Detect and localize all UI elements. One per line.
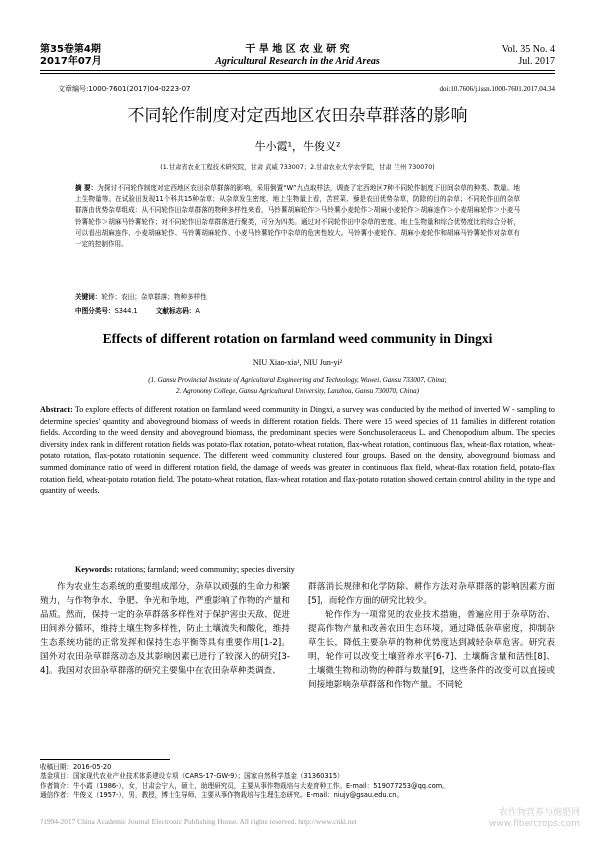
abstract-cn-label: 摘 要：	[75, 184, 98, 192]
copyright-line: ?1994-2017 China Academic Journal Electronic Publishing House. All rights reserved. http://www.cnki.net	[40, 817, 357, 826]
clc-label: 中图分类号：	[75, 307, 115, 315]
clc-value: S344.1	[114, 307, 138, 315]
footnote	[40, 763, 555, 801]
affiliation-en-1: (1. Gansu Provincial Institute of Agricultural Engineering and Technology, Wuwei, Gansu 733007, China;	[148, 376, 447, 384]
classification-cn	[75, 306, 520, 317]
received-date: 收稿日期：2016-05-20	[40, 763, 112, 771]
keywords-en	[75, 564, 555, 575]
keywords-cn	[75, 292, 520, 303]
affiliations-cn: (1.甘肃省农业工程技术研究院，甘肃 武威 733007；2.甘肃农业大学农学院，甘肃 兰州 730070)	[160, 164, 435, 171]
affiliations-en	[60, 375, 535, 396]
date-en: Jul. 2017	[518, 56, 555, 67]
doc-code-label: 文献标志码：	[155, 307, 196, 315]
page-title-cn: 不同轮作制度对定西地区农田杂草群落的影响	[127, 106, 468, 126]
abstract-cn-text: 为探讨不同轮作制度对定西地区农田杂草群落的影响，采用倒置“W”九点取样法，调查了定西地区7种不同轮作制度下田间杂草的种类、数量、地上生物量等。在试验田发现11个科共15种杂草；从杂草发生密度、地上生物量上看，苦苣菜、藜是农田优势杂草，防除的目的杂草；不同轮作田的杂草群落由优势杂草组成：从不同轮作田杂草群落的物种多样性来看，马铃薯胡麻轮作＞马铃薯小麦轮作＞胡麻小麦轮作＞胡麻连作＞小麦胡麻轮作＞小麦马铃薯轮作＞胡麻马铃薯轮作；对不同轮作田杂草群落进行聚类，可分为四类。通过对不同轮作田中杂草的密度、地上生物量和综合优势度比的综合分析，可以看出胡麻连作、小麦胡麻轮作、马铃薯胡麻轮作、小麦马铃薯轮作中杂草的危害性较大。马铃薯小麦轮作、胡麻小麦轮作和胡麻马铃薯轮作对杂草有一定的控制作用。	[75, 184, 521, 249]
watermark: 农作物营养与施肥网 www.fibercrops.com	[489, 808, 580, 829]
corresponding-author: 通信作者：牛俊义（1957-），男，教授，博士生导师，主要从事作物栽培与生理生态研究。E-mail：niujy@gsau.edu.cn。	[40, 791, 404, 800]
keywords-cn-label: 关键词：	[75, 293, 102, 301]
affiliation-en-2: 2. Agronomy College, Gansu Agricultural University, Lanzhou, Gansu 730070, China)	[176, 386, 419, 395]
authors-cn: 牛小霞¹，牛俊义²	[254, 140, 341, 153]
footnote-rule	[40, 759, 170, 760]
body-column-left: 作为农业生态系统的重要组成部分，杂草以顽强的生命力和繁殖力，与作物争水、争肥、争光和争地，严重影响了作物的产量和品质。然而，保持一定的杂草群落多样性对于保护害虫天敌、促进田间养分循环，维持土壤生物多样性，防止土壤流失和酸化，维持生态系统功能的正常发挥和保持生态平衡等具有重要作用[1-2]。国外对农田杂草群落动态及其影响因素已进行了较深入的研究[3-4]。我国对农田杂草群落的研究主要集中在农田杂草种类调查、	[40, 582, 290, 676]
abstract-en-text: To explore effects of different rotation on farmland weed community in Dingxi, a survey was conducted by the method of inverted W - sampling to determine species' quantity and aboveground biomass of weeds in different rotation fields. There were 15 weed species of 11 families in different rotation fields. According to the weed density and aboveground biomass, the predominant species were Sonchusoleraceus L. and Chenopodium album. The species diversity index rank in different rotation fields was potato-flax rotation, potato-wheat rotation, flax-wheat rotation, continuous flax, wheat-flax rotation, wheat-potato rotation, flax-potato rotationin sequence. The different weed community clustered four groups. Based on the density, aboveground biomass and summed dominance ratio of weed in different rotation field, the damage of weeds was greater in continuous flax field, wheat-flax rotation field, potato-flax rotation field, wheat-potato rotation field. The potato-wheat rotation, flax-wheat rotation and flax-potato rotation showed certain control ability in the type and quantity of weeds.	[40, 405, 555, 496]
article-number: 文章编号:1000-7601(2017)04-0223-07	[58, 85, 191, 93]
page-title-en: Effects of different rotation on farmland weed community in Dingxi	[102, 331, 493, 346]
doi: doi:10.7606/j.issn.1000-7601.2017.04.34	[439, 85, 555, 93]
header-rule-bottom	[40, 73, 555, 74]
issue-info-en	[440, 44, 555, 68]
doc-code-value: A	[195, 307, 200, 315]
body-column-right	[308, 580, 555, 692]
abstract-en	[40, 404, 555, 497]
journal-name	[170, 44, 425, 68]
journal-name-en: Agricultural Research in the Arid Areas	[215, 56, 380, 67]
journal-name-cn: 干 旱 地 区 农 业 研 究	[245, 44, 350, 55]
authors-en: NIU Xiao-xia¹, NIU Jun-yi²	[252, 358, 343, 367]
body-paragraph-continued: 群落消长规律和化学防除、耕作方法对杂草群落的影响因素方面[5]，而轮作方面的研究比较少。	[308, 582, 555, 606]
body-paragraph-rotation: 轮作作为一项常见的农业技术措施，普遍应用于杂草防治、提高作物产量和改善农田生态环境，通过降低杂草密度，抑制杂草生长，降低主要杂草的物种优势度达到减轻杂草危害。研究表明，轮作可以改变土壤营养水平[6-7]、土壤酶含量和活性[8]、土壤微生物和动物的种群与数量[9]，这些条件的改变可以直接或间接地影响杂草群落和作物产量。不同轮	[308, 610, 555, 690]
issue-info-cn	[40, 44, 102, 68]
keywords-en-label: Keywords:	[75, 565, 113, 574]
fund-info: 基金项目：国家现代农业产业技术体系建设专项（CARS-17-GW-9）；国家自然科学基金（31360315）	[40, 772, 344, 781]
abstract-cn	[75, 183, 520, 250]
keywords-cn-text: 轮作；农田；杂草群落；物种多样性	[101, 293, 207, 301]
date-cn: 2017年07月	[40, 56, 102, 67]
volume-issue-cn: 第35卷第4期	[40, 44, 101, 55]
keywords-en-text: rotations; farmland; weed community; species diversity	[114, 565, 295, 574]
abstract-en-label: Abstract:	[40, 405, 73, 414]
author-bio: 作者简介：牛小霞（1986-），女，甘肃会宁人，硕士，助理研究员，主要从事作物栽培与大麦育种工作。E-mail：519077253@qq.com。	[40, 781, 449, 790]
header-rule-top	[40, 70, 555, 71]
volume-issue-en: Vol. 35 No. 4	[501, 44, 555, 55]
